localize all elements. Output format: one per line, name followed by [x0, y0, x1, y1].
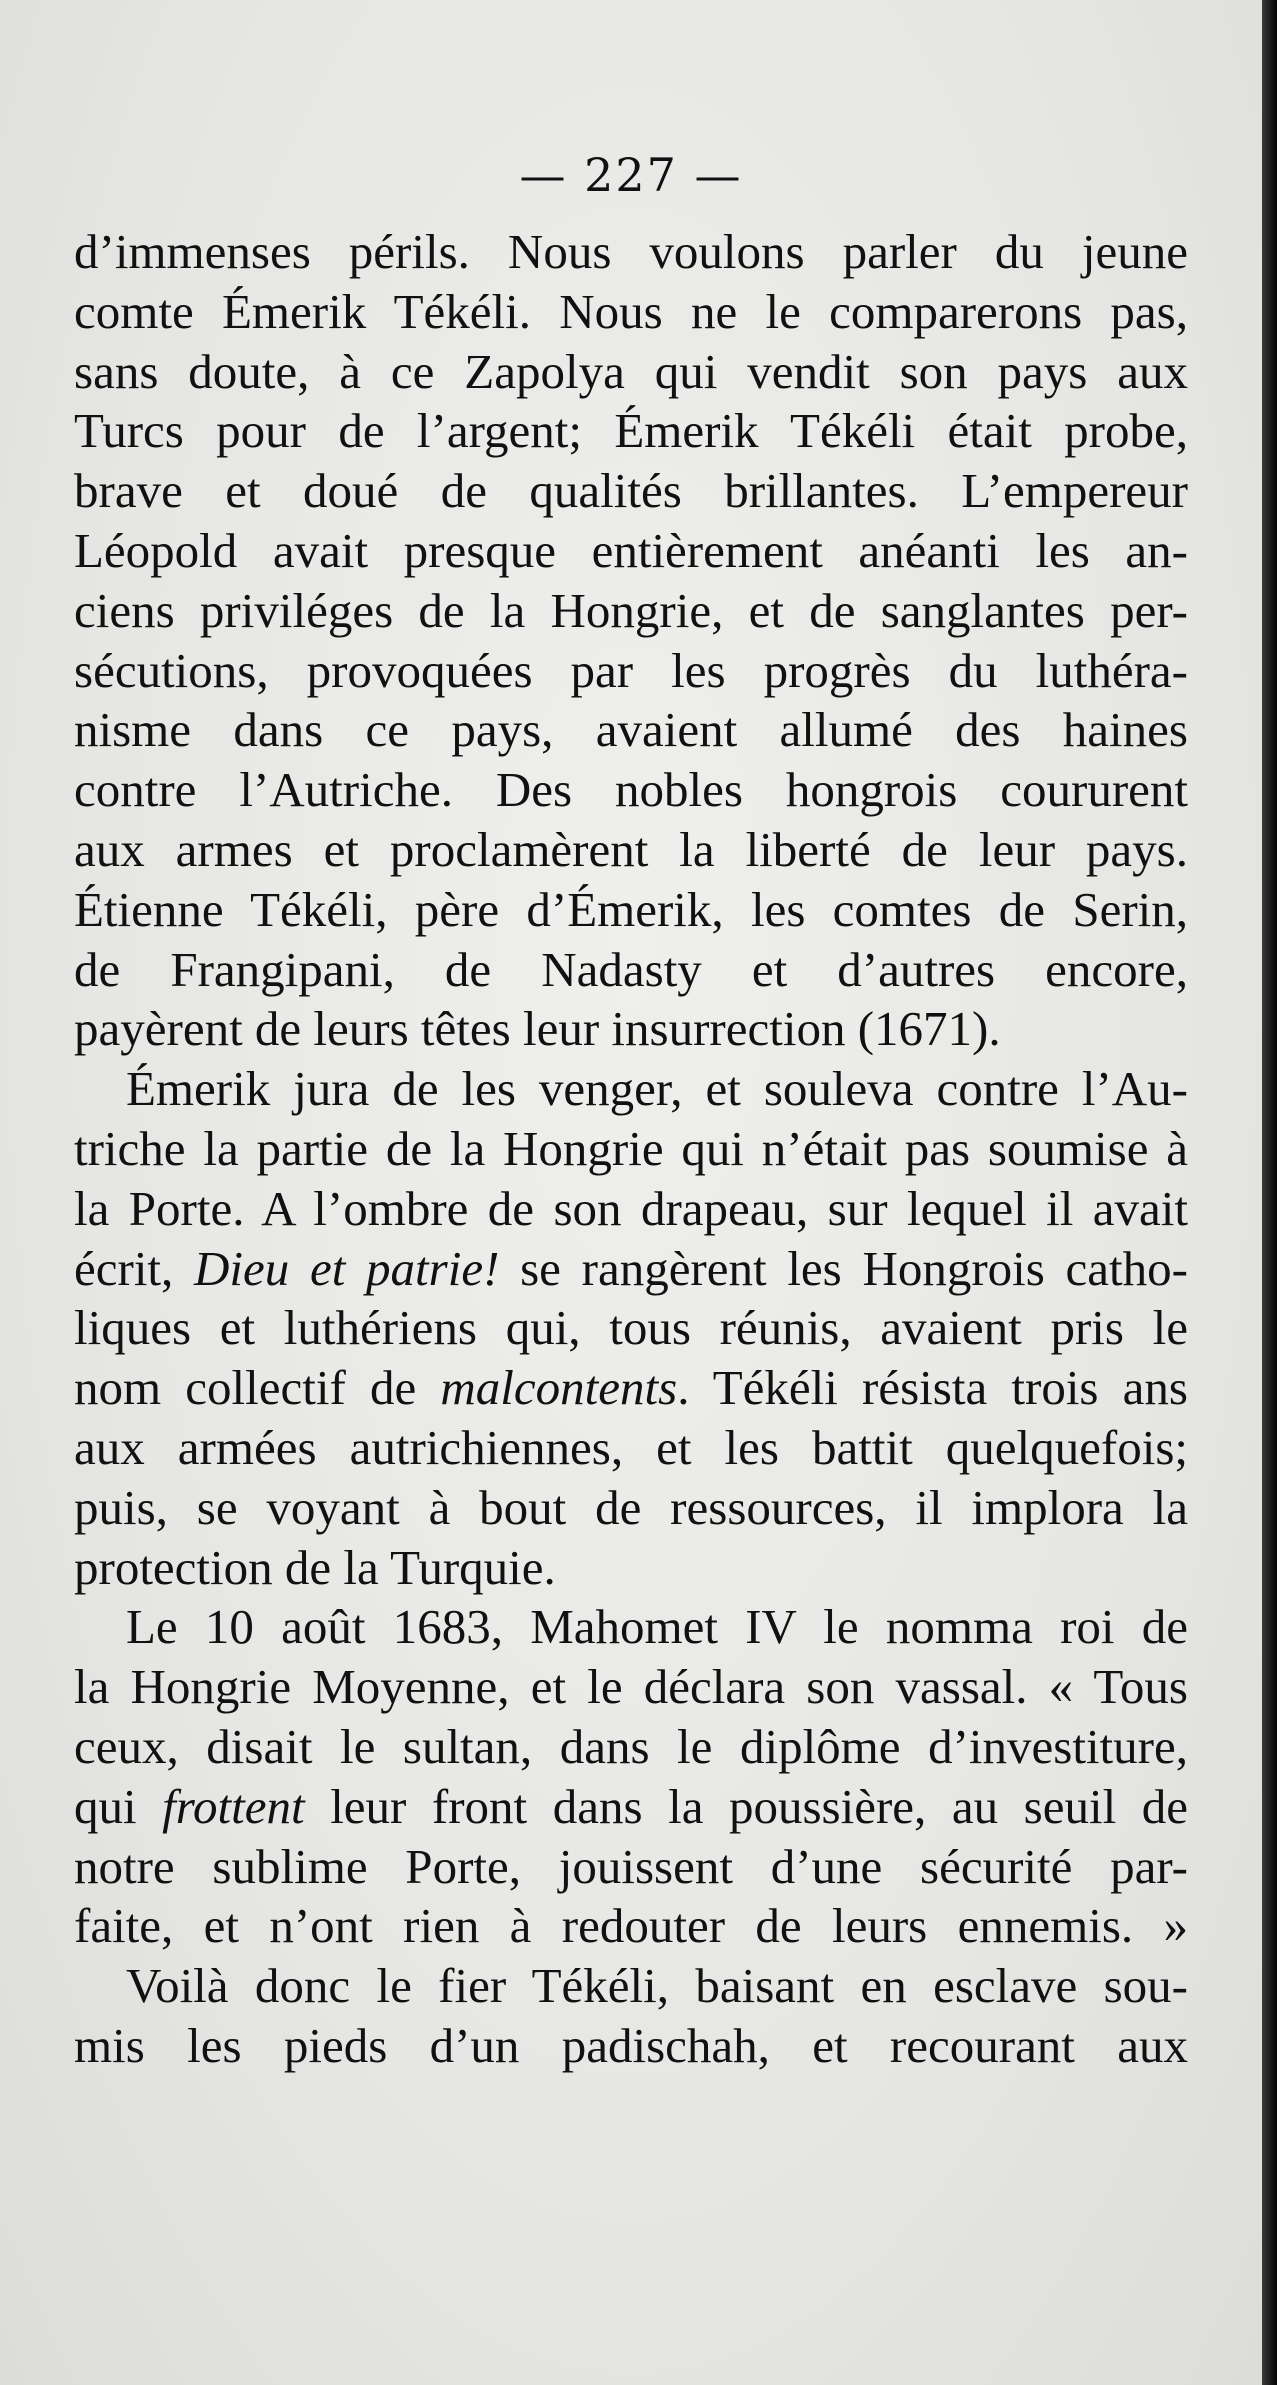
italic-phrase: malcontents [440, 1360, 678, 1416]
text-line: d’immenses périls. Nous voulons parler du jeune [74, 224, 1188, 279]
text-line [74, 1358, 1188, 1418]
text-line: brave et doué de qualités brillantes. L’empereur [74, 463, 1188, 519]
text-line: ciens priviléges de la Hongrie, et de sanglantes per- [74, 582, 1188, 638]
line-text: écrit, [74, 1240, 194, 1296]
page-text [74, 222, 1188, 2076]
scan-dark-edge [1262, 0, 1277, 2385]
text-line [74, 1239, 1188, 1299]
text-line: aux armes et proclamèrent la liberté de leur pays. [74, 821, 1188, 877]
text-line [74, 1777, 1188, 1837]
line-text: se rangèrent les Hongrois catho- [499, 1240, 1188, 1296]
text-line: ceux, disait le sultan, dans le diplôme d’investiture, [74, 1718, 1188, 1774]
text-line: de Frangipani, de Nadasty et d’autres encore, [74, 941, 1188, 997]
text-line: aux armées autrichiennes, et les battit quelquefois; [74, 1419, 1188, 1475]
text-line: faite, et n’ont rien à redouter de leurs ennemis. » [74, 1898, 1188, 1954]
text-line: Le 10 août 1683, Mahomet IV le nomma roi de [126, 1599, 1188, 1655]
text-line: nisme dans ce pays, avaient allumé des haines [74, 702, 1188, 758]
text-line: liques et luthériens qui, tous réunis, avaient pris le [74, 1300, 1188, 1356]
text-line: sans doute, à ce Zapolya qui vendit son pays aux [74, 343, 1188, 399]
page-number-header: — 227 — [519, 148, 743, 202]
text-line: notre sublime Porte, jouissent d’une sécurité par- [74, 1838, 1188, 1894]
line-text: qui [74, 1778, 163, 1834]
text-line: triche la partie de la Hongrie qui n’était pas soumise à [74, 1120, 1188, 1176]
text-line: sécutions, provoquées par les progrès du luthéra- [74, 642, 1188, 698]
text-line: comte Émerik Tékéli. Nous ne le comparerons pas, [74, 283, 1188, 339]
text-line: payèrent de leurs têtes leur insurrection (1671). [74, 1001, 1001, 1057]
text-line: Voilà donc le fier Tékéli, baisant en esclave sou- [126, 1958, 1188, 2014]
text-line: Turcs pour de l’argent; Émerik Tékéli était probe, [74, 403, 1188, 459]
text-line: Léopold avait presque entièrement anéanti les an- [74, 522, 1188, 578]
text-line: la Porte. A l’ombre de son drapeau, sur lequel il avait [74, 1180, 1188, 1236]
text-line: contre l’Autriche. Des nobles hongrois coururent [74, 762, 1188, 818]
text-line: Étienne Tékéli, père d’Émerik, les comtes de Serin, [74, 881, 1188, 937]
text-line: protection de la Turquie. [74, 1539, 556, 1595]
text-line: puis, se voyant à bout de ressources, il implora la [74, 1479, 1188, 1535]
text-line: mis les pieds d’un padischah, et recourant aux [74, 2017, 1188, 2073]
italic-phrase: frottent [162, 1778, 305, 1834]
line-text: . Tékéli résista trois ans [677, 1360, 1188, 1416]
text-line: Émerik jura de les venger, et souleva contre l’Au- [126, 1061, 1188, 1117]
italic-phrase: Dieu et patrie! [194, 1240, 500, 1296]
text-line: la Hongrie Moyenne, et le déclara son vassal. « Tous [74, 1659, 1188, 1715]
line-text: leur front dans la poussière, au seuil de [304, 1778, 1188, 1834]
line-text: nom collectif de [74, 1360, 441, 1416]
